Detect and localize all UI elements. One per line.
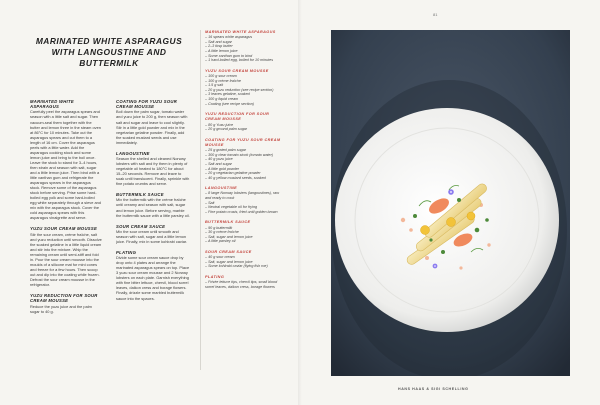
recipe-title: MARINATED WHITE ASPARAGUS WITH LANGOUSTINE AND BUTTERMILK bbox=[35, 36, 183, 68]
ingredient-group bbox=[205, 138, 283, 181]
ingredient-item: – Salt, sugar and lemon juice bbox=[205, 260, 283, 265]
ingredient-group bbox=[205, 186, 283, 214]
ingredient-group bbox=[205, 30, 283, 63]
method-heading: SOUR CREAM SAUCE bbox=[116, 223, 166, 229]
column-divider bbox=[200, 30, 201, 370]
ingredient-heading: YUZU SOUR CREAM MOUSSE bbox=[205, 68, 269, 73]
method-text: Stir the sour cream, crème fraîche, salt and yuzu reduction until smooth. Dissolve the soaked gelatine in a little liquid cream and stir into the mixture. Whip the remaining cream until semi-stiff and fold in. Pour the sour cream mousse into the moulds of a silicone mat for mini cones and freeze for a few hours. Then scoop out and dip into the coating while frozen. Defrost the sour cream mousse in the refrigerator. bbox=[30, 231, 102, 288]
method-yuzu-reduction bbox=[30, 293, 102, 314]
ingredient-list bbox=[205, 226, 283, 244]
ingredient-list bbox=[205, 35, 283, 63]
ingredient-list bbox=[205, 255, 283, 269]
ingredient-item: – 100 g crème fraîche bbox=[205, 79, 283, 84]
method-langoustine bbox=[116, 151, 190, 186]
ingredient-item: – 3 leaves gelatine, soaked bbox=[205, 92, 283, 97]
ingredient-item: – 40 g sour cream bbox=[205, 255, 283, 260]
ingredient-item: – 20 g yuzu reduction (see recipe section) bbox=[205, 88, 283, 93]
book-gutter bbox=[298, 0, 302, 405]
ingredient-heading: LANGOUSTINE bbox=[205, 186, 238, 191]
ingredient-item: – 90 g buttermilk bbox=[205, 226, 283, 231]
method-text: Mix the buttermilk with the crème fraîche until creamy and season with salt, sugar and lemon juice. Before serving, marble the buttermilk sauce with a little parsley oil. bbox=[116, 197, 190, 218]
ingredient-item: – 80 g Yuzu juice bbox=[205, 123, 283, 128]
ingredient-heading: PLATING bbox=[205, 275, 225, 280]
method-text: Carefully peel the asparagus spears and season with a little salt and sugar. Then vacuum-seal them together with the butter and lemon three in the steam oven at 86°C for 10 minutes. Take out the asparagus spears and cut them to a length of 16 cm. Cover the asparagus peels with a little water. Add the asparagus cooking stock and some lemon juice and bring to the boil once. Leave the stock to stand for 3–4 hours, then strain and season with salt, sugar and a little lemon juice. Then bind with a little xanthan gum and refrigerate the asparagus spears in the asparagus stock. Remove some of the asparagus stock before serving. Prise some hard-boiled egg yolk and some hard-boiled egg white separately through a sieve and mix with the asparagus stock. Cover the cold asparagus spears with this asparagus vinaigrette and serve. bbox=[30, 109, 101, 221]
ingredient-item: – 300 g clear tomato stock (tomato water) bbox=[205, 153, 283, 158]
ingredient-list bbox=[205, 148, 283, 180]
method-text: Season the shelled and cleaned Norway lobsters with salt and fry them in plenty of vegetable oil heated to 180°C for about 15–20 seconds. Remove and leave to soak until translucent. Finally, sprinkle with fine potato crumbs and serve. bbox=[116, 155, 190, 187]
ingredient-list bbox=[205, 191, 283, 214]
ingredient-item: – 100 g liquid cream bbox=[205, 97, 283, 102]
ingredient-item: – 100 g sour cream bbox=[205, 74, 283, 79]
ingredient-group bbox=[205, 69, 283, 106]
method-coating bbox=[116, 99, 190, 145]
ingredients-column bbox=[205, 30, 283, 295]
method-heading: YUZU SOUR CREAM MOUSSE bbox=[30, 226, 98, 232]
ingredient-group bbox=[205, 250, 283, 269]
ingredient-item: – A little parsley oil bbox=[205, 239, 283, 244]
method-heading: PLATING bbox=[116, 249, 137, 255]
dish-photo-image bbox=[331, 30, 570, 376]
method-asparagus bbox=[30, 99, 102, 220]
method-heading: LANGOUSTINE bbox=[116, 150, 150, 156]
ingredient-item: – Salt and sugar bbox=[205, 40, 283, 45]
ingredient-group bbox=[205, 112, 283, 132]
ingredient-item: – 30 g crème fraîche bbox=[205, 230, 283, 235]
method-text: Mix the sour cream until smooth and season with salt, sugar and a little lemon juice. Finally, mix in some kohlrabi caviar. bbox=[116, 228, 188, 244]
ingredient-item: – Salt bbox=[205, 201, 283, 206]
ingredient-list bbox=[205, 74, 283, 106]
ingredient-item: – 25 g grated palm sugar bbox=[205, 148, 283, 153]
ingredient-list bbox=[205, 280, 283, 289]
method-yuzu-mousse bbox=[30, 226, 102, 287]
ingredient-item: – Fine potato crusts, fried until golden brown bbox=[205, 210, 283, 215]
ingredient-item: – 8 large Norway lobsters (langoustines), raw and ready to cook bbox=[205, 191, 283, 200]
method-plating bbox=[116, 250, 190, 301]
ingredient-group bbox=[205, 220, 283, 244]
ingredient-item: – A little gold powder bbox=[205, 167, 283, 172]
method-buttermilk bbox=[116, 192, 190, 217]
ingredient-item: – 16 spears white asparagus bbox=[205, 35, 283, 40]
ingredient-heading: YUZU REDUCTION FOR SOUR CREAM MOUSSE bbox=[205, 112, 270, 122]
ingredient-item: – Some xanthan gum to bind bbox=[205, 54, 283, 59]
ingredient-item: – A little lemon juice bbox=[205, 49, 283, 54]
ingredient-heading: BUTTERMILK SAUCE bbox=[205, 220, 251, 225]
ingredient-item: – 2–3 tbsp butter bbox=[205, 44, 283, 49]
ingredient-heading: COATING FOR YUZU SOUR CREAM MOUSSE bbox=[205, 137, 281, 147]
ingredient-list bbox=[205, 123, 283, 132]
ingredient-group bbox=[205, 275, 283, 289]
method-text: Reduce the yuzu juice and the palm sugar to 40 g. bbox=[30, 303, 92, 314]
ingredient-heading: SOUR CREAM SAUCE bbox=[205, 250, 252, 255]
ingredient-item: – 20 g ground palm sugar bbox=[205, 127, 283, 132]
ingredient-heading: MARINATED WHITE ASPARAGUS bbox=[205, 30, 276, 34]
ingredient-item: – Neutral vegetable oil for frying bbox=[205, 205, 283, 210]
ingredient-item: – 20 g vegetarian gelatine powder bbox=[205, 171, 283, 176]
dish-photo bbox=[331, 30, 570, 376]
ingredient-item: – Salt, sugar and lemon juice bbox=[205, 235, 283, 240]
method-heading: YUZU REDUCTION FOR SOUR CREAM MOUSSE bbox=[30, 293, 98, 304]
method-text: Boil down the palm sugar, tomato water and yuzu juice to 200 g, then season with salt and sugar and leave to cool slightly. Stir in a little gold powder and mix in the vegetarian gelatine powder. Finally, add the soaked mustard seeds and use immediately. bbox=[116, 109, 188, 145]
page-footer: HANS HAAS & SIGI SCHELLING bbox=[398, 387, 469, 391]
method-heading: MARINATED WHITE ASPARAGUS bbox=[30, 99, 74, 110]
ingredient-item: – 1 hard-boiled egg, boiled for 10 minutes bbox=[205, 58, 283, 63]
ingredient-item: – Coating (see recipe section) bbox=[205, 102, 283, 107]
method-column-2 bbox=[116, 99, 190, 307]
ingredient-item: – 40 g yellow mustard seeds, soaked bbox=[205, 176, 283, 181]
method-column-1 bbox=[30, 99, 102, 320]
method-heading: COATING FOR YUZU SOUR CREAM MOUSSE bbox=[116, 99, 178, 110]
ingredient-item: – 1.5 g salt bbox=[205, 83, 283, 88]
method-sour-cream bbox=[116, 224, 190, 244]
ingredient-item: – 40 g yuzu juice bbox=[205, 157, 283, 162]
ingredient-item: – Frisée lettuce tips, chervil tips, small blood sorrel leaves, daikon cress, borage flowers bbox=[205, 280, 283, 289]
method-heading: BUTTERMILK SAUCE bbox=[116, 192, 164, 198]
page-number: 81 bbox=[433, 12, 438, 17]
ingredient-item: – Some kohlrabi caviar (flying fish roe) bbox=[205, 264, 283, 269]
method-text: Divide some sour cream sauce drop by drop onto 4 plates and arrange the marinated asparagus spears on top. Place 3 yuzu sour cream mousse and 2 Norway lobsters on each plate. Garnish everything with fine bitter lettuce, chervil, blood sorrel leaves, daikon cress and borage flowers. Finally, drizzle some marbled buttermilk sauce into the spaces. bbox=[116, 255, 190, 301]
ingredient-item: – Salt and sugar bbox=[205, 162, 283, 167]
